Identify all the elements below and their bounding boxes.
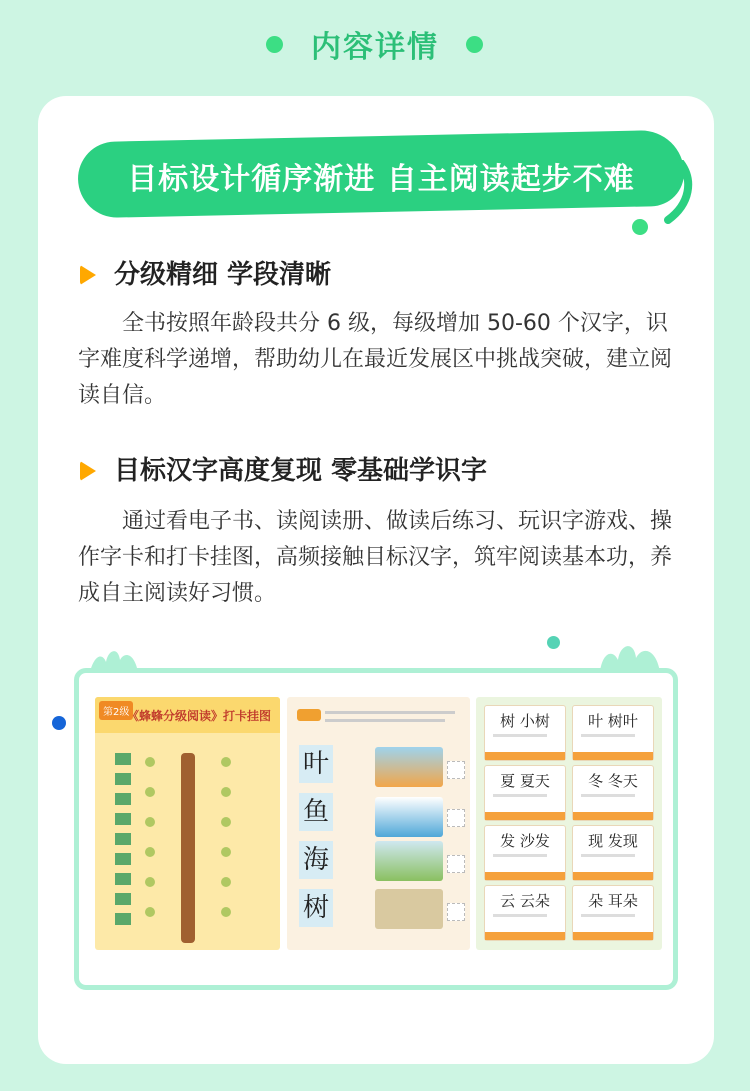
word-card: 叶 树叶 — [588, 712, 638, 730]
word-card: 冬 冬天 — [588, 772, 638, 790]
section-2-title: 目标汉字高度复现 零基础学识字 — [80, 450, 487, 487]
word-card: 云 云朵 — [500, 892, 550, 910]
banner-text: 目标设计循序渐进 自主阅读起步不难 — [127, 162, 635, 197]
match-char: 鱼 — [299, 793, 333, 831]
section-1-body: 全书按照年龄段共分 6 级，每级增加 50-60 个汉字，识字难度科学递增，帮助幼儿在最近发展区中挑战突破，建立阅读自信。 — [78, 311, 673, 408]
play-bullet-icon — [80, 461, 96, 481]
word-card: 发 沙发 — [500, 832, 550, 850]
decor-dot-teal — [547, 636, 560, 649]
sea-picture — [375, 797, 443, 837]
tree-trunk — [181, 753, 195, 943]
banner-dot — [632, 219, 648, 235]
decor-dot-blue — [52, 716, 66, 730]
match-char: 树 — [299, 889, 333, 927]
word-card: 夏 夏天 — [500, 772, 550, 790]
fish-picture — [375, 747, 443, 787]
poster-title: 《蜂蜂分级阅读》打卡挂图 — [127, 709, 272, 723]
match-char: 叶 — [299, 745, 333, 783]
checkin-poster-image — [95, 697, 280, 950]
tree-picture — [375, 841, 443, 881]
decor-dot-right — [466, 36, 483, 53]
match-char: 海 — [299, 841, 333, 879]
poster-level-tag: 第2级 — [99, 701, 133, 720]
play-bullet-icon — [80, 265, 96, 285]
word-card: 现 发现 — [588, 832, 638, 850]
word-card: 树 小树 — [500, 712, 550, 730]
section-2-body: 通过看电子书、读阅读册、做读后练习、玩识字游戏、操作字卡和打卡挂图，高频接触目标汉字，筑牢阅读基本功，养成自主阅读好习惯。 — [78, 509, 673, 606]
word-cards-image — [476, 697, 662, 950]
banner-tail-decor — [660, 160, 700, 240]
page-title: 内容详情 — [311, 30, 439, 65]
word-card: 朵 耳朵 — [588, 892, 638, 910]
page-header — [0, 20, 750, 74]
section-1-title: 分级精细 学段清晰 — [80, 254, 331, 291]
headline-banner — [78, 136, 684, 216]
matching-worksheet-image — [287, 697, 470, 950]
leaf-picture — [375, 889, 443, 929]
